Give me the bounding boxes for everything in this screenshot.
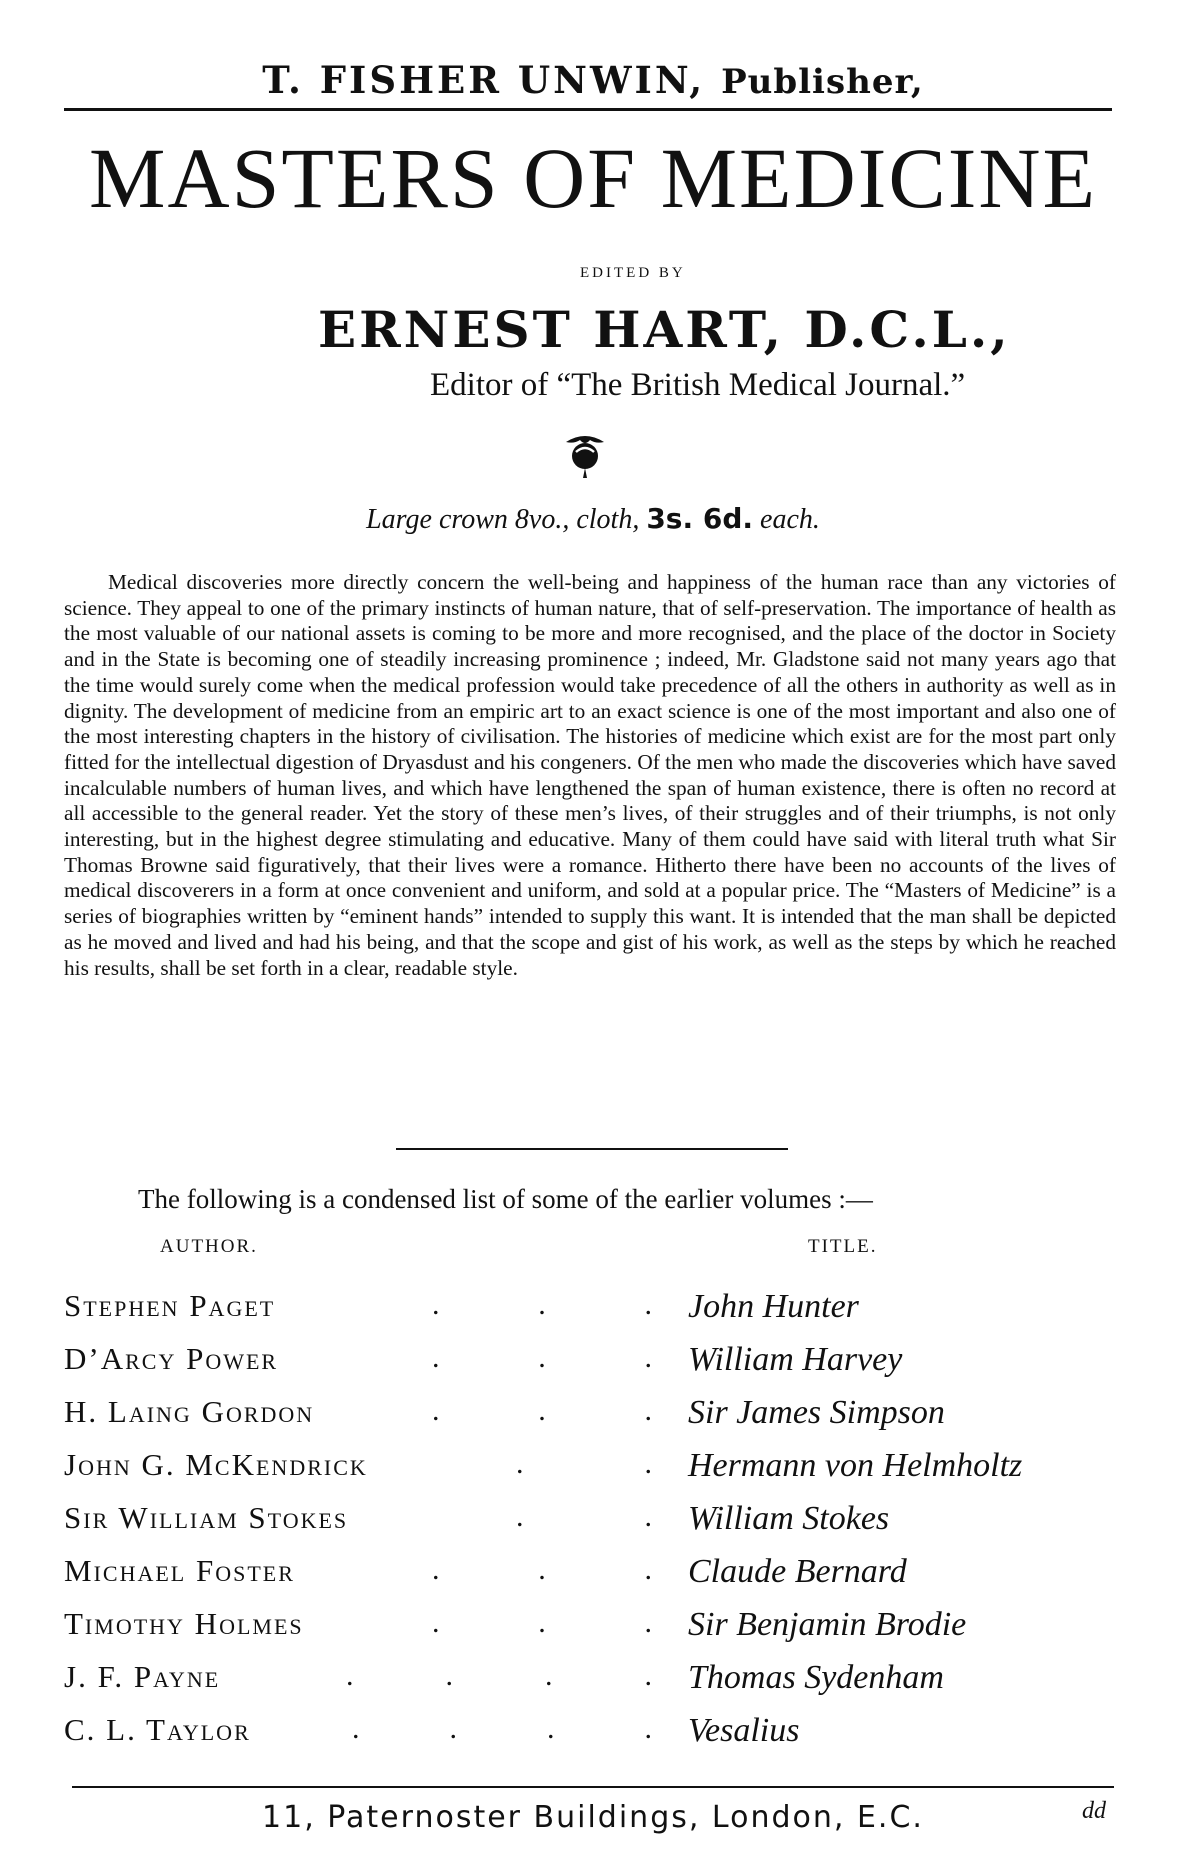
publisher-word: Publisher, — [721, 62, 924, 102]
book-price: 3s. 6d. — [646, 502, 754, 535]
volume-author: C. L. Taylor — [64, 1712, 251, 1747]
editor-name: ERNEST HART, D.C.L., — [318, 300, 1011, 359]
volume-title: Hermann von Helmholtz — [688, 1447, 1023, 1484]
price-suffix: each. — [760, 504, 820, 535]
list-item — [0, 1500, 1186, 1553]
volume-author: John G. McKendrick — [64, 1447, 368, 1482]
volume-author: Stephen Paget — [64, 1288, 276, 1323]
list-item — [0, 1553, 1186, 1606]
leader-dots: . . . — [432, 1553, 652, 1586]
title-column-header: TITLE. — [808, 1236, 878, 1257]
publisher-line — [0, 58, 1186, 102]
edited-by-label: EDITED BY — [580, 265, 686, 281]
volume-author: H. Laing Gordon — [64, 1394, 315, 1429]
volume-title: William Harvey — [688, 1341, 903, 1378]
leader-dots: . . — [516, 1500, 652, 1533]
publisher-address: 11, Paternoster Buildings, London, E.C. — [262, 1800, 924, 1835]
page-title: MASTERS OF MEDICINE — [89, 130, 1097, 226]
list-item — [0, 1447, 1186, 1500]
volume-title: Sir Benjamin Brodie — [688, 1606, 967, 1643]
publisher-name: T. FISHER UNWIN, — [262, 58, 706, 102]
list-item — [0, 1288, 1186, 1341]
intro-paragraph: Medical discoveries more directly concern the well-being and happiness of the human race than any victories of science. They appeal to one of the primary instincts of human nature, that of self-preservation. The importance of health as the most valuable of our national assets is coming to be more and more recognised, and the place of the doctor in Society and in the State is becoming one of steadily increasing prominence ; indeed, Mr. Gladstone said not many years ago that the time would surely come when the medical profession would take precedence of all the others in authority as well as in dignity. The development of medicine from an empiric art to an exact science is one of the most important and also one of the most interesting chapters in the history of civilisation. The histories of medicine which exist are for the most part only fitted for the intellectual digestion of Dryasdust and his congeners. Of the men who made the discoveries which have saved incalculable numbers of human lives, and which have lengthened the span of human existence, there is often no record at all accessible to the general reader. Yet the story of these men’s lives, of their struggles and of their triumphs, is not only interesting, but in the highest degree stimulating and educative. Many of them could have said with literal truth what Sir Thomas Browne said figuratively, that their lives were a romance. Hitherto there have been no accounts of the lives of medical discoverers in a form at once convenient and uniform, and sold at a popular price. The “Masters of Medicine” is a series of biographies written by “eminent hands” intended to supply this want. It is intended that the man shall be depicted as he moved and lived and had his being, and that the scope and gist of his work, as well as the steps by which he reached his results, shall be set forth in a clear, readable style. — [64, 570, 1116, 980]
author-column-header: AUTHOR. — [160, 1236, 258, 1257]
bottom-rule — [72, 1786, 1114, 1788]
volume-title: John Hunter — [688, 1288, 859, 1325]
leader-dots: . . . . — [346, 1659, 652, 1692]
leader-dots: . . . — [432, 1606, 652, 1639]
volume-author: J. F. Payne — [64, 1659, 221, 1694]
editor-role: Editor of “The British Medical Journal.” — [430, 367, 966, 403]
volume-author: D’Arcy Power — [64, 1341, 279, 1376]
list-item — [0, 1659, 1186, 1712]
leader-dots: . . . — [432, 1394, 652, 1427]
leader-dots: . . . . — [352, 1712, 652, 1745]
volume-title: Thomas Sydenham — [688, 1659, 944, 1696]
volume-title: Claude Bernard — [688, 1553, 907, 1590]
price-line — [0, 502, 1186, 536]
book-format: Large crown 8vo., cloth, — [366, 504, 640, 535]
volume-author: Michael Foster — [64, 1553, 295, 1588]
volume-author: Sir William Stokes — [64, 1500, 349, 1535]
section-divider — [396, 1148, 788, 1150]
volume-title: Vesalius — [688, 1712, 800, 1749]
volume-title: William Stokes — [688, 1500, 890, 1537]
leader-dots: . . . — [432, 1341, 652, 1374]
list-intro: The following is a condensed list of some of the earlier volumes :— — [138, 1184, 873, 1214]
leader-dots: . . — [516, 1447, 652, 1480]
floral-ornament-icon — [562, 430, 608, 485]
list-item — [0, 1394, 1186, 1447]
list-item — [0, 1606, 1186, 1659]
volume-title: Sir James Simpson — [688, 1394, 945, 1431]
top-rule — [64, 108, 1112, 111]
corner-mark: dd — [1082, 1798, 1106, 1824]
list-item — [0, 1341, 1186, 1394]
leader-dots: . . . — [432, 1288, 652, 1321]
list-item — [0, 1712, 1186, 1765]
volume-author: Timothy Holmes — [64, 1606, 304, 1641]
